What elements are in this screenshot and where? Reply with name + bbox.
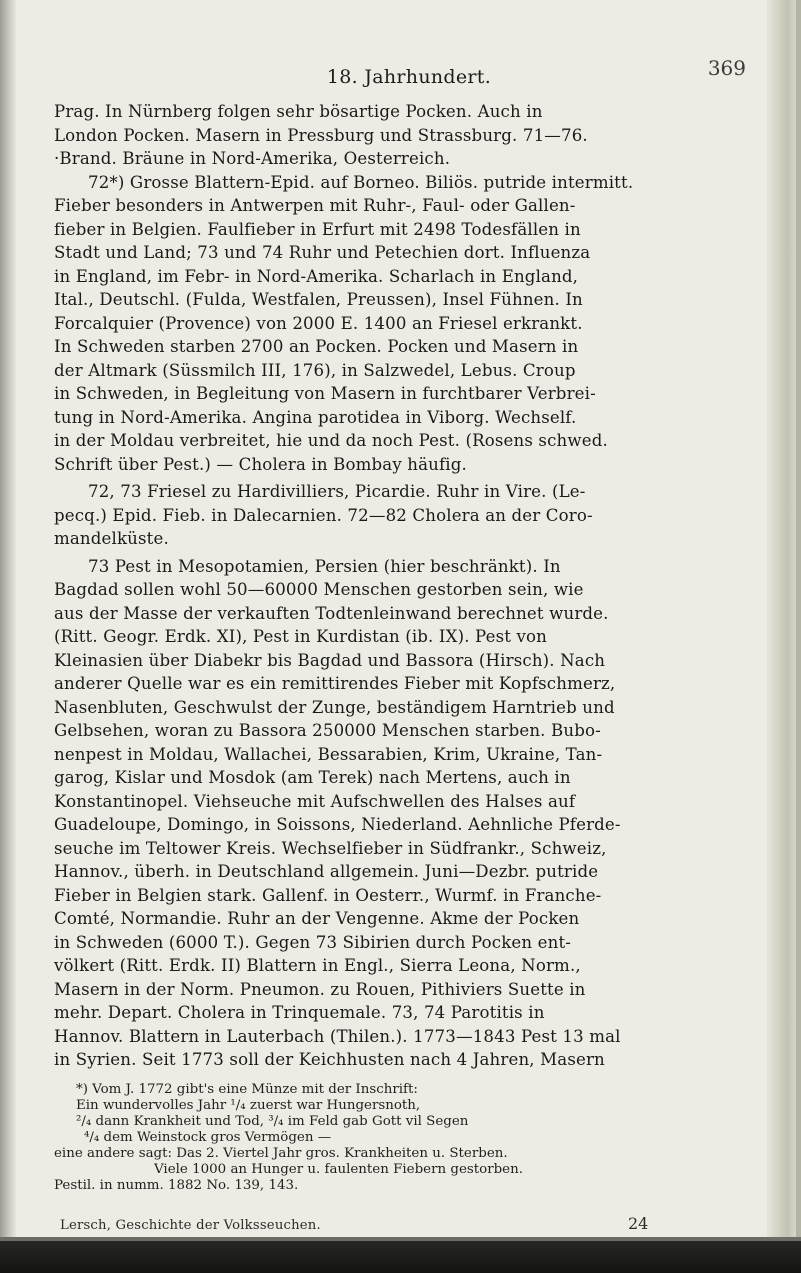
text-line: ·Brand. Bräune in Nord-Amerika, Oesterreich.	[54, 149, 451, 168]
text-line: in der Moldau verbreitet, hie und da noch Pest. (Rosens schwed.	[54, 431, 608, 450]
printer-signature: Lersch, Geschichte der Volksseuchen.	[60, 1218, 321, 1233]
body-text	[54, 100, 760, 1072]
footnote-line: eine andere sagt: Das 2. Viertel Jahr gros. Krankheiten u. Sterben.	[54, 1146, 508, 1161]
text-line: Masern in der Norm. Pneumon. zu Rouen, Pithiviers Suette in	[54, 979, 586, 999]
text-line: Comté, Normandie. Ruhr an der Vengenne. Akme der Pocken	[54, 909, 580, 928]
footnote	[54, 1082, 760, 1194]
text-line: Schrift über Pest.) — Cholera in Bombay häufig.	[54, 454, 467, 474]
text-line: der Altmark (Süssmilch III, 176), in Salzwedel, Lebus. Croup	[54, 360, 576, 380]
footnote-line: ²/₄ dann Krankheit und Tod, ³/₄ im Feld gab Gott vil Segen	[76, 1114, 469, 1129]
text-line: seuche im Teltower Kreis. Wechselfieber in Südfrankr., Schweiz,	[54, 838, 607, 858]
page-number: 369	[707, 56, 746, 80]
page-gutter-left	[0, 0, 16, 1273]
footnote-line: Pestil. in numm. 1882 No. 139, 143.	[54, 1178, 299, 1193]
text-line: Fieber in Belgien stark. Gallenf. in Oesterr., Wurmf. in Franche-	[54, 885, 602, 905]
footnote-line: ⁴/₄ dem Weinstock gros Vermögen —	[84, 1130, 332, 1145]
text-line: in Syrien. Seit 1773 soll der Keichhusten nach 4 Jahren, Masern	[54, 1050, 605, 1069]
text-line: Hannov., überh. in Deutschland allgemein. Juni—Dezbr. putride	[54, 862, 599, 881]
text-line: London Pocken. Masern in Pressburg und Strassburg. 71—76.	[54, 125, 588, 145]
text-line: anderer Quelle war es ein remittirendes Fieber mit Kopfschmerz,	[54, 674, 616, 693]
text-line: in Schweden (6000 T.). Gegen 73 Sibirien durch Pocken ent-	[54, 932, 572, 952]
text-line: 73 Pest in Mesopotamien, Persien (hier beschränkt). In	[88, 556, 561, 576]
footnote-line: Ein wundervolles Jahr ¹/₄ zuerst war Hungersnoth,	[76, 1098, 421, 1113]
sheet-number: 24	[628, 1214, 649, 1233]
text-line: 72*) Grosse Blattern-Epid. auf Borneo. Biliös. putride intermitt.	[88, 172, 634, 192]
text-line: tung in Nord-Amerika. Angina parotidea in Viborg. Wechself.	[54, 407, 577, 427]
text-line: garog, Kislar und Mosdok (am Terek) nach Mertens, auch in	[54, 768, 571, 787]
text-line: In Schweden starben 2700 an Pocken. Pocken und Masern in	[54, 337, 579, 356]
text-line: aus der Masse der verkauften Todtenleinwand berechnet wurde.	[54, 603, 609, 623]
page-edge-right	[767, 0, 801, 1273]
text-line: Ital., Deutschl. (Fulda, Westfalen, Preussen), Insel Fühnen. In	[54, 290, 583, 309]
footnote-line: Viele 1000 an Hunger u. faulenten Fiebern gestorben.	[154, 1162, 523, 1177]
text-line: in Schweden, in Begleitung von Masern in furchtbarer Verbrei-	[54, 384, 596, 403]
text-line: Nasenbluten, Geschwulst der Zunge, beständigem Harntrieb und	[54, 697, 615, 717]
text-line: in England, im Febr- in Nord-Amerika. Scharlach in England,	[54, 266, 579, 286]
text-line: Kleinasien über Diabekr bis Bagdad und Bassora (Hirsch). Nach	[54, 650, 606, 670]
text-line: pecq.) Epid. Fieb. in Dalecarnien. 72—82 Cholera an der Coro-	[54, 505, 593, 525]
text-line: Guadeloupe, Domingo, in Soissons, Niederland. Aehnliche Pferde-	[54, 815, 621, 834]
text-line: Prag. In Nürnberg folgen sehr bösartige Pocken. Auch in	[54, 102, 543, 121]
text-line: 72, 73 Friesel zu Hardivilliers, Picardie. Ruhr in Vire. (Le-	[88, 482, 586, 501]
text-line: Bagdad sollen wohl 50—60000 Menschen gestorben sein, wie	[54, 580, 584, 599]
text-line: Stadt und Land; 73 und 74 Ruhr und Petechien dort. Influenza	[54, 243, 591, 262]
text-line: Fieber besonders in Antwerpen mit Ruhr-, Faul- oder Gallen-	[54, 196, 576, 215]
text-line: mehr. Depart. Cholera in Trinquemale. 73, 74 Parotitis in	[54, 1003, 545, 1022]
footnote-line: *) Vom J. 1772 gibt's eine Münze mit der Inschrift:	[76, 1082, 418, 1097]
text-line: Hannov. Blattern in Lauterbach (Thilen.). 1773—1843 Pest 13 mal	[54, 1026, 621, 1046]
scan-bottom-edge	[0, 1237, 801, 1273]
page-header	[54, 56, 764, 96]
running-head: 18. Jahrhundert.	[326, 66, 492, 88]
text-line: Gelbsehen, woran zu Bassora 250000 Menschen starben. Bubo-	[54, 721, 601, 740]
text-line: fieber in Belgien. Faulfieber in Erfurt mit 2498 Todesfällen in	[54, 219, 581, 239]
text-line: Forcalquier (Provence) von 2000 E. 1400 an Friesel erkrankt.	[54, 313, 583, 333]
text-line: (Ritt. Geogr. Erdk. XI), Pest in Kurdistan (ib. IX). Pest von	[54, 627, 548, 646]
text-line: völkert (Ritt. Erdk. II) Blattern in Engl., Sierra Leona, Norm.,	[54, 956, 581, 975]
text-line: nenpest in Moldau, Wallachei, Bessarabien, Krim, Ukraine, Tan-	[54, 744, 603, 764]
text-line: Konstantinopel. Viehseuche mit Aufschwellen des Halses auf	[54, 791, 576, 811]
text-line: mandelküste.	[54, 529, 169, 548]
